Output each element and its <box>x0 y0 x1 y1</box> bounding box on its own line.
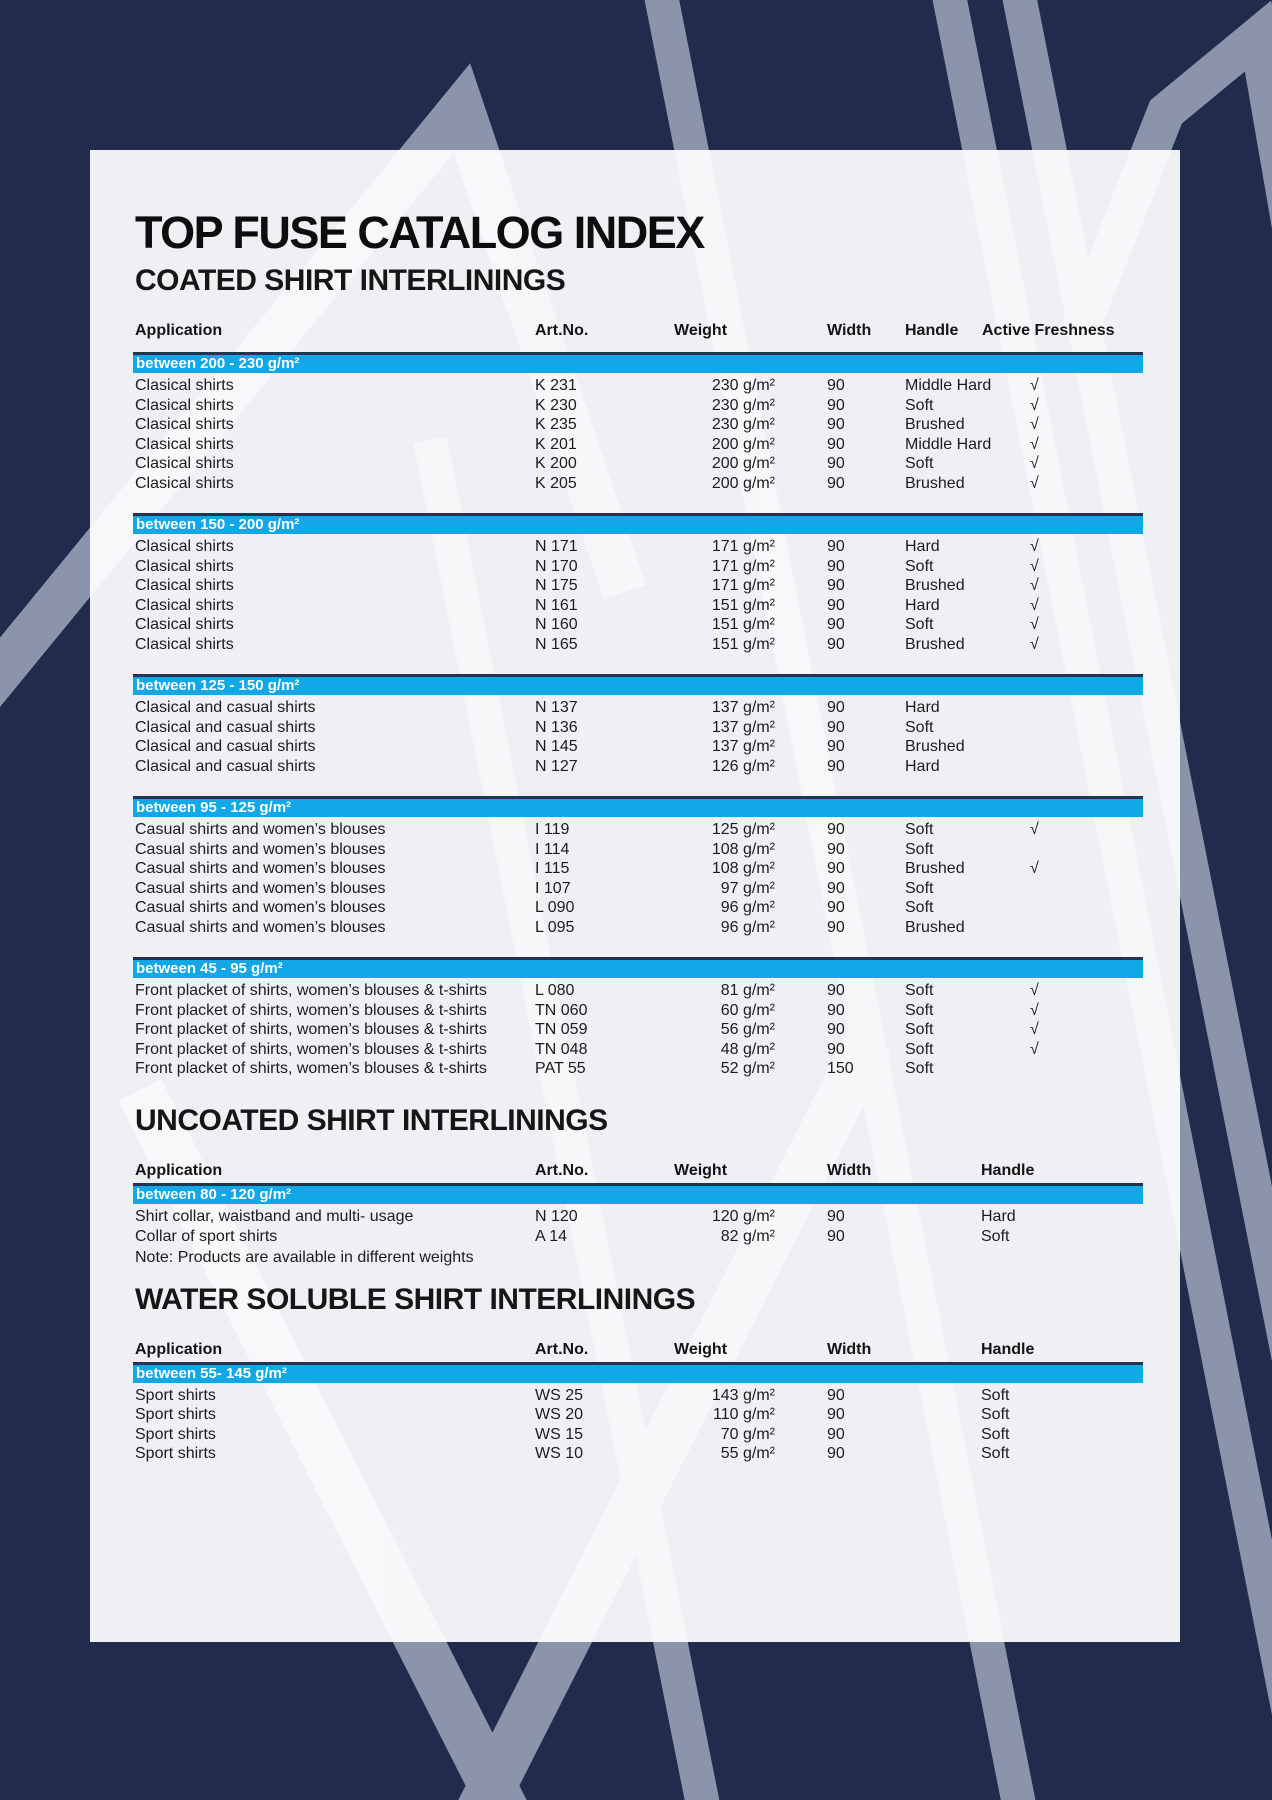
column-header: Art.No. <box>535 322 589 340</box>
active-freshness-cell: √ <box>1030 435 1039 453</box>
application-cell: Front placket of shirts, women’s blouses & t-shirts <box>135 982 487 1000</box>
weight-cell: 82 g/m² <box>720 1227 775 1245</box>
application-cell: Front placket of shirts, women’s blouses & t-shirts <box>135 1021 487 1039</box>
art-no-cell: N 175 <box>535 577 578 595</box>
art-no-cell: I 115 <box>535 860 570 878</box>
column-header: Application <box>135 1162 223 1180</box>
catalog-section <box>135 1284 1140 1464</box>
handle-cell: Soft <box>981 1425 1010 1443</box>
width-cell: 90 <box>827 718 845 736</box>
active-freshness-cell: √ <box>1030 860 1039 878</box>
active-freshness-cell <box>982 757 1140 777</box>
width-cell: 90 <box>827 879 845 897</box>
width-cell: 90 <box>827 738 845 756</box>
art-no-cell: A 14 <box>535 1227 568 1245</box>
application-cell: Clasical shirts <box>135 377 234 395</box>
column-header: Weight <box>674 1340 728 1358</box>
width-cell: 90 <box>827 899 845 917</box>
column-header-row <box>135 1340 1140 1360</box>
weight-cell: 151 g/m² <box>711 616 775 634</box>
catalog-section <box>135 265 1140 1079</box>
table-row <box>135 981 1140 1001</box>
application-cell: Front placket of shirts, women’s blouses & t-shirts <box>135 1060 487 1078</box>
application-cell: Casual shirts and women’s blouses <box>135 860 386 878</box>
table-row <box>135 615 1140 635</box>
weight-cell: 48 g/m² <box>720 1040 775 1058</box>
application-cell: Clasical shirts <box>135 557 234 575</box>
art-no-cell: K 231 <box>535 377 577 395</box>
active-freshness-cell <box>982 737 1140 757</box>
handle-cell: Brushed <box>905 635 965 653</box>
handle-cell: Middle Hard <box>905 435 992 453</box>
handle-cell: Soft <box>905 1001 934 1019</box>
weight-band-header: between 45 - 95 g/m² <box>133 957 1143 978</box>
weight-band-header: between 55- 145 g/m² <box>133 1362 1143 1383</box>
art-no-cell: WS 15 <box>535 1425 584 1443</box>
table-row <box>135 1386 1140 1406</box>
active-freshness-cell: √ <box>1030 455 1039 473</box>
table-row <box>135 1444 1140 1464</box>
application-cell: Casual shirts and women’s blouses <box>135 918 386 936</box>
handle-cell: Soft <box>905 982 934 1000</box>
handle-cell: Brushed <box>905 577 965 595</box>
handle-cell: Soft <box>905 879 934 897</box>
weight-band-header: between 80 - 120 g/m² <box>133 1183 1143 1204</box>
art-no-cell: TN 048 <box>535 1040 588 1058</box>
weight-cell: 52 g/m² <box>720 1060 775 1078</box>
column-header: Active Freshness <box>982 322 1115 340</box>
active-freshness-cell: √ <box>1030 821 1039 839</box>
table-row <box>135 1020 1140 1040</box>
table-row <box>135 1227 1140 1247</box>
width-cell: 90 <box>827 596 845 614</box>
active-freshness-cell: √ <box>1030 1001 1039 1019</box>
column-header: Art.No. <box>535 1340 589 1358</box>
weight-cell: 137 g/m² <box>711 718 775 736</box>
width-cell: 90 <box>827 860 845 878</box>
column-header: Weight <box>674 1162 728 1180</box>
weight-cell: 56 g/m² <box>720 1021 775 1039</box>
weight-cell: 151 g/m² <box>711 596 775 614</box>
weight-cell: 97 g/m² <box>720 879 775 897</box>
application-cell: Clasical shirts <box>135 596 234 614</box>
art-no-cell: I 114 <box>535 840 570 858</box>
handle-cell: Soft <box>905 1060 934 1078</box>
weight-cell: 200 g/m² <box>711 435 775 453</box>
art-no-cell: N 161 <box>535 596 578 614</box>
weight-cell: 108 g/m² <box>711 840 775 858</box>
application-cell: Collar of sport shirts <box>135 1227 278 1245</box>
active-freshness-cell: √ <box>1030 538 1039 556</box>
table-row <box>135 1425 1140 1445</box>
art-no-cell: N 160 <box>535 616 578 634</box>
table-row <box>135 596 1140 616</box>
column-header: Art.No. <box>535 1162 589 1180</box>
application-cell: Clasical shirts <box>135 616 234 634</box>
art-no-cell: PAT 55 <box>535 1060 586 1078</box>
width-cell: 90 <box>827 474 845 492</box>
weight-cell: 108 g/m² <box>711 860 775 878</box>
handle-cell: Soft <box>981 1406 1010 1424</box>
table-row <box>135 879 1140 899</box>
handle-cell: Hard <box>905 538 940 556</box>
art-no-cell: N 120 <box>535 1208 578 1226</box>
column-header: Handle <box>981 1162 1035 1180</box>
table-note: Note: Products are available in different weights <box>135 1249 474 1267</box>
handle-cell: Soft <box>905 899 934 917</box>
table-row <box>135 757 1140 777</box>
art-no-cell: K 205 <box>535 474 577 492</box>
handle-cell: Brushed <box>905 416 965 434</box>
application-cell: Clasical shirts <box>135 455 234 473</box>
active-freshness-cell: √ <box>1030 377 1039 395</box>
art-no-cell: L 095 <box>535 918 575 936</box>
table-row <box>135 718 1140 738</box>
page-title: TOP FUSE CATALOG INDEX <box>135 207 704 258</box>
width-cell: 90 <box>827 416 845 434</box>
application-cell: Clasical and casual shirts <box>135 718 316 736</box>
handle-cell: Hard <box>905 596 940 614</box>
width-cell: 90 <box>827 1406 845 1424</box>
handle-cell: Middle Hard <box>905 377 992 395</box>
active-freshness-cell <box>982 1059 1140 1079</box>
weight-cell: 96 g/m² <box>720 918 775 936</box>
width-cell: 90 <box>827 538 845 556</box>
application-cell: Sport shirts <box>135 1386 216 1404</box>
tables <box>135 265 1140 1464</box>
application-cell: Clasical and casual shirts <box>135 738 316 756</box>
application-cell: Casual shirts and women’s blouses <box>135 879 386 897</box>
table-row <box>135 698 1140 718</box>
table-row <box>135 820 1140 840</box>
width-cell: 90 <box>827 557 845 575</box>
handle-cell: Soft <box>905 821 934 839</box>
handle-cell: Soft <box>905 1040 934 1058</box>
art-no-cell: K 230 <box>535 396 577 414</box>
width-cell: 90 <box>827 699 845 717</box>
table-row <box>135 737 1140 757</box>
art-no-cell: I 119 <box>535 821 570 839</box>
table-row <box>135 635 1140 655</box>
application-cell: Clasical and casual shirts <box>135 757 316 775</box>
weight-cell: 171 g/m² <box>711 557 775 575</box>
table-row <box>135 859 1140 879</box>
weight-cell: 171 g/m² <box>711 538 775 556</box>
column-header: Handle <box>981 1340 1035 1358</box>
column-header: Width <box>827 1162 872 1180</box>
application-cell: Sport shirts <box>135 1445 216 1463</box>
weight-cell: 120 g/m² <box>711 1208 775 1226</box>
weight-band-header: between 125 - 150 g/m² <box>133 674 1143 695</box>
width-cell: 90 <box>827 435 845 453</box>
art-no-cell: WS 20 <box>535 1406 584 1424</box>
application-cell: Casual shirts and women’s blouses <box>135 899 386 917</box>
application-cell: Clasical shirts <box>135 396 234 414</box>
application-cell: Casual shirts and women’s blouses <box>135 840 386 858</box>
active-freshness-cell: √ <box>1030 1021 1039 1039</box>
weight-band-header: between 95 - 125 g/m² <box>133 796 1143 817</box>
handle-cell: Hard <box>981 1208 1016 1226</box>
width-cell: 90 <box>827 1001 845 1019</box>
width-cell: 90 <box>827 377 845 395</box>
art-no-cell: N 171 <box>535 538 578 556</box>
width-cell: 90 <box>827 1040 845 1058</box>
width-cell: 90 <box>827 821 845 839</box>
column-header: Width <box>827 1340 872 1358</box>
active-freshness-cell <box>982 718 1140 738</box>
weight-cell: 126 g/m² <box>711 757 775 775</box>
weight-cell: 55 g/m² <box>720 1445 775 1463</box>
width-cell: 90 <box>827 918 845 936</box>
handle-cell: Soft <box>905 616 934 634</box>
weight-cell: 70 g/m² <box>720 1425 775 1443</box>
section-title: UNCOATED SHIRT INTERLININGS <box>135 1103 608 1137</box>
active-freshness-cell <box>982 840 1140 860</box>
width-cell: 90 <box>827 757 845 775</box>
table-row <box>135 1001 1140 1021</box>
handle-cell: Soft <box>981 1227 1010 1245</box>
art-no-cell: K 201 <box>535 435 577 453</box>
active-freshness-cell: √ <box>1030 416 1039 434</box>
table-row <box>135 840 1140 860</box>
width-cell: 90 <box>827 577 845 595</box>
section-title: WATER SOLUBLE SHIRT INTERLININGS <box>135 1282 696 1316</box>
weight-cell: 151 g/m² <box>711 635 775 653</box>
active-freshness-cell <box>982 698 1140 718</box>
table-row <box>135 474 1140 494</box>
column-header: Width <box>827 322 872 340</box>
table-row <box>135 918 1140 938</box>
art-no-cell: N 136 <box>535 718 578 736</box>
table-row <box>135 898 1140 918</box>
handle-cell: Brushed <box>905 918 965 936</box>
art-no-cell: N 137 <box>535 699 578 717</box>
weight-cell: 230 g/m² <box>711 396 775 414</box>
art-no-cell: WS 25 <box>535 1386 584 1404</box>
active-freshness-cell <box>982 918 1140 938</box>
weight-cell: 137 g/m² <box>711 699 775 717</box>
width-cell: 90 <box>827 1208 845 1226</box>
handle-cell: Soft <box>905 455 934 473</box>
weight-cell: 125 g/m² <box>711 821 775 839</box>
active-freshness-cell <box>982 879 1140 899</box>
weight-band-header: between 200 - 230 g/m² <box>133 352 1143 373</box>
width-cell: 90 <box>827 840 845 858</box>
application-cell: Clasical shirts <box>135 538 234 556</box>
art-no-cell: L 090 <box>535 899 575 917</box>
art-no-cell: WS 10 <box>535 1445 584 1463</box>
active-freshness-cell: √ <box>1030 1040 1039 1058</box>
handle-cell: Brushed <box>905 738 965 756</box>
column-header: Application <box>135 322 223 340</box>
art-no-cell: N 165 <box>535 635 578 653</box>
art-no-cell: N 170 <box>535 557 578 575</box>
handle-cell: Soft <box>981 1445 1010 1463</box>
application-cell: Sport shirts <box>135 1406 216 1424</box>
handle-cell: Hard <box>905 757 940 775</box>
handle-cell: Soft <box>905 718 934 736</box>
active-freshness-cell: √ <box>1030 635 1039 653</box>
active-freshness-cell: √ <box>1030 982 1039 1000</box>
table-row <box>135 1059 1140 1079</box>
art-no-cell: L 080 <box>535 982 575 1000</box>
art-no-cell: I 107 <box>535 879 571 897</box>
handle-cell: Soft <box>905 840 934 858</box>
table-row <box>135 415 1140 435</box>
application-cell: Sport shirts <box>135 1425 216 1443</box>
table-row <box>135 1207 1140 1227</box>
active-freshness-cell: √ <box>1030 557 1039 575</box>
column-header: Weight <box>674 322 728 340</box>
width-cell: 150 <box>827 1060 854 1078</box>
weight-cell: 137 g/m² <box>711 738 775 756</box>
table-row <box>135 396 1140 416</box>
weight-cell: 230 g/m² <box>711 416 775 434</box>
table-row <box>135 537 1140 557</box>
table-row <box>135 557 1140 577</box>
column-header-row <box>135 1161 1140 1181</box>
weight-cell: 96 g/m² <box>720 899 775 917</box>
weight-cell: 143 g/m² <box>711 1386 775 1404</box>
handle-cell: Soft <box>981 1386 1010 1404</box>
application-cell: Clasical shirts <box>135 635 234 653</box>
table-row <box>135 1040 1140 1060</box>
active-freshness-cell: √ <box>1030 474 1039 492</box>
application-cell: Clasical shirts <box>135 416 234 434</box>
table-row <box>135 376 1140 396</box>
table-row <box>135 576 1140 596</box>
width-cell: 90 <box>827 396 845 414</box>
art-no-cell: TN 060 <box>535 1001 588 1019</box>
active-freshness-cell: √ <box>1030 396 1039 414</box>
weight-band-header: between 150 - 200 g/m² <box>133 513 1143 534</box>
handle-cell: Soft <box>905 557 934 575</box>
application-cell: Clasical shirts <box>135 474 234 492</box>
handle-cell: Hard <box>905 699 940 717</box>
width-cell: 90 <box>827 455 845 473</box>
table-row <box>135 435 1140 455</box>
application-cell: Shirt collar, waistband and multi- usage <box>135 1208 414 1226</box>
application-cell: Clasical shirts <box>135 577 234 595</box>
weight-cell: 200 g/m² <box>711 474 775 492</box>
active-freshness-cell: √ <box>1030 616 1039 634</box>
handle-cell: Soft <box>905 396 934 414</box>
application-cell: Casual shirts and women’s blouses <box>135 821 386 839</box>
weight-cell: 81 g/m² <box>720 982 775 1000</box>
width-cell: 90 <box>827 1445 845 1463</box>
width-cell: 90 <box>827 1425 845 1443</box>
handle-cell: Brushed <box>905 474 965 492</box>
width-cell: 90 <box>827 616 845 634</box>
art-no-cell: TN 059 <box>535 1021 588 1039</box>
width-cell: 90 <box>827 1021 845 1039</box>
weight-cell: 60 g/m² <box>720 1001 775 1019</box>
weight-cell: 200 g/m² <box>711 455 775 473</box>
catalog-card <box>90 150 1180 1642</box>
art-no-cell: N 127 <box>535 757 578 775</box>
application-cell: Front placket of shirts, women’s blouses & t-shirts <box>135 1040 487 1058</box>
catalog-section <box>135 1105 1140 1268</box>
section-title: COATED SHIRT INTERLININGS <box>135 263 566 297</box>
active-freshness-cell: √ <box>1030 577 1039 595</box>
width-cell: 90 <box>827 1227 845 1245</box>
table-row <box>135 454 1140 474</box>
application-cell: Clasical shirts <box>135 435 234 453</box>
column-header: Handle <box>905 322 959 340</box>
application-cell: Clasical and casual shirts <box>135 699 316 717</box>
column-header: Application <box>135 1340 223 1358</box>
column-header-row <box>135 321 1140 341</box>
art-no-cell: K 235 <box>535 416 577 434</box>
weight-cell: 171 g/m² <box>711 577 775 595</box>
art-no-cell: K 200 <box>535 455 577 473</box>
weight-cell: 110 g/m² <box>713 1406 775 1424</box>
width-cell: 90 <box>827 982 845 1000</box>
active-freshness-cell <box>982 898 1140 918</box>
weight-cell: 230 g/m² <box>711 377 775 395</box>
width-cell: 90 <box>827 1386 845 1404</box>
handle-cell: Brushed <box>905 860 965 878</box>
active-freshness-cell: √ <box>1030 596 1039 614</box>
table-row <box>135 1405 1140 1425</box>
handle-cell: Soft <box>905 1021 934 1039</box>
width-cell: 90 <box>827 635 845 653</box>
art-no-cell: N 145 <box>535 738 578 756</box>
application-cell: Front placket of shirts, women’s blouses & t-shirts <box>135 1001 487 1019</box>
